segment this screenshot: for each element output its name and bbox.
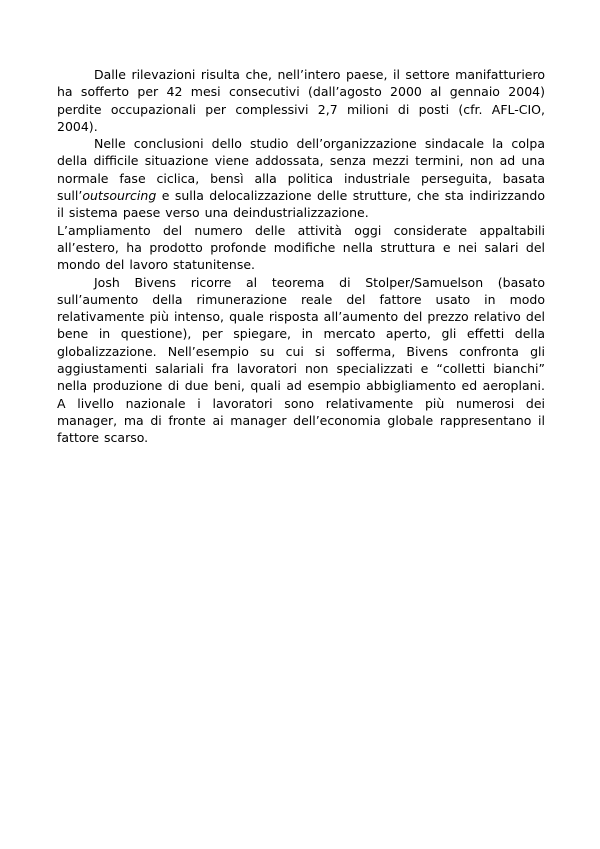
paragraph-text: L’ampliamento del numero delle attività oggi considerate appaltabili all’estero, ha prodotto profonde modifiche nella struttura e nei salari del mondo del lavoro statunitense. [57,222,545,273]
paragraph-union-study-conclusions [57,135,545,221]
paragraph-offshoring-effects [57,222,545,274]
paragraph-text: Nelle conclusioni dello studio dell’organizzazione sindacale la colpa della difficile situazione viene addossata, senza mezzi termini, non ad una normale fase ciclica, bensì alla politica industriale perseguita, basata sull’ [57,136,545,204]
paragraph-manufacturing-losses [57,66,545,135]
paragraph-text: Dalle rilevazioni risulta che, nell’intero paese, il settore manifatturiero ha sofferto per 42 mesi consecutivi (dall’agosto 2000 al gennaio 2004) perdite occupazionali per complessivi 2,7 milioni di posti (cfr. AFL-CIO, 2004). [57,67,545,134]
paragraph-text: e sulla delocalizzazione delle strutture, che sta indirizzando il sistema paese verso una deindustrializzazione. [57,188,545,221]
italic-term-outsourcing: outsourcing [82,188,157,204]
paragraph-bivens-theorem [57,274,545,447]
document-text-block [57,66,545,447]
paragraph-text: Josh Bivens ricorre al teorema di Stolper/Samuelson (basato sull’aumento della rimunerazione reale del fattore usato in modo relativamente più intenso, quale risposta all’aumento del prezzo relativo del bene in questione), per spiegare, in mercato aperto, gli effetti della globalizzazione. Nell’esempio su cui si sofferma, Bivens confronta gli aggiustamenti salariali fra lavoratori non specializzati e “colletti bianchi” nella produzione di due beni, quali ad esempio abbigliamento ed aeroplani. A livello nazionale i lavoratori sono relativamente più numerosi dei manager, ma di fronte ai manager dell’economia globale rappresentano il fattore scarso. [57,274,545,446]
